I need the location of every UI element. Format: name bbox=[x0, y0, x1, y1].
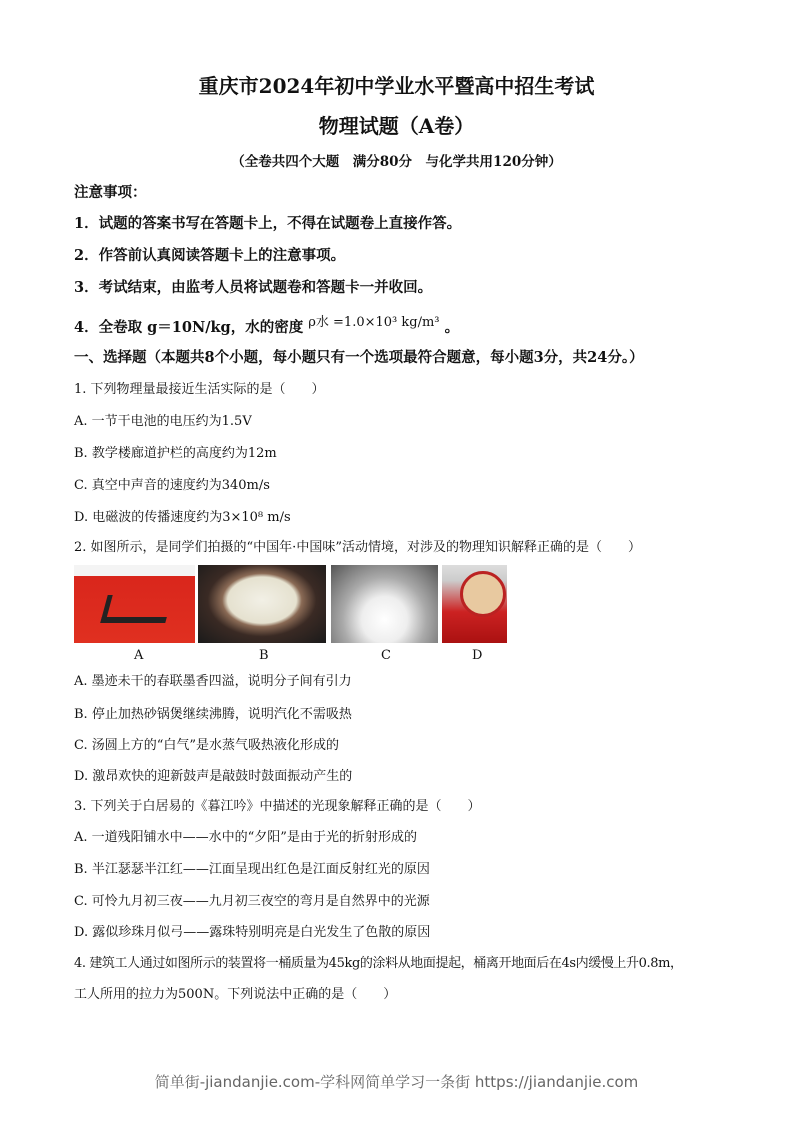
notes-heading: 注意事项： bbox=[74, 184, 147, 201]
question-4-stem-line2: 工人所用的拉力为500N。下列说法中正确的是（ ） bbox=[74, 987, 397, 1002]
question-1-stem: 1. 下列物理量最接近生活实际的是（ ） bbox=[74, 382, 325, 397]
footer-watermark: 简单街-jiandanjie.com-学科网简单学习一条街 https://jiandanjie.com bbox=[154, 1073, 639, 1091]
note-1: 1．试题的答案书写在答题卡上，不得在试题卷上直接作答。 bbox=[74, 215, 462, 232]
note-4-prefix: 4．全卷取 g＝10N/kg，水的密度 bbox=[74, 319, 304, 336]
q3-option-a: A. 一道残阳铺水中——水中的“夕阳”是由于光的折射形成的 bbox=[74, 830, 417, 845]
exam-title: 重庆市2024年初中学业水平暨高中招生考试 bbox=[198, 74, 595, 98]
question-3-stem: 3. 下列关于白居易的《暮江吟》中描述的光现象解释正确的是（ ） bbox=[74, 799, 481, 814]
photo-a-calligraphy bbox=[74, 565, 195, 643]
image-label-b: B bbox=[259, 648, 269, 663]
question-2-stem: 2. 如图所示，是同学们拍摄的“中国年·中国味”活动情境，对涉及的物理知识解释正确的是（ ） bbox=[74, 540, 641, 555]
q2-option-d: D. 激昂欢快的迎新鼓声是敲鼓时鼓面振动产生的 bbox=[74, 769, 353, 784]
photo-d-drum bbox=[442, 565, 507, 643]
image-label-a: A bbox=[134, 648, 144, 663]
section-heading: 一、选择题（本题共8个小题，每小题只有一个选项最符合题意，每小题3分，共24分。） bbox=[74, 349, 644, 366]
note-4 bbox=[74, 316, 459, 337]
image-label-d: D bbox=[472, 648, 483, 663]
exam-subtitle: 物理试题（A卷） bbox=[318, 114, 475, 138]
q3-option-d: D. 露似珍珠月似弓——露珠特别明亮是白光发生了色散的原因 bbox=[74, 925, 431, 940]
question-4-stem-line1: 4. 建筑工人通过如图所示的装置将一桶质量为45kg的涂料从地面提起，桶离开地面后在4s内缓慢上升0.8m， bbox=[74, 956, 683, 971]
photo-c-tangyuan bbox=[331, 565, 438, 643]
q1-option-c: C. 真空中声音的速度约为340m/s bbox=[74, 478, 270, 493]
note-3: 3．考试结束，由监考人员将试题卷和答题卡一并收回。 bbox=[74, 279, 433, 296]
q3-option-b: B. 半江瑟瑟半江红——江面呈现出红色是江面反射红光的原因 bbox=[74, 862, 430, 877]
note-4-suffix: 。 bbox=[444, 319, 460, 336]
q1-option-b: B. 教学楼廊道护栏的高度约为12m bbox=[74, 446, 277, 461]
note-2: 2．作答前认真阅读答题卡上的注意事项。 bbox=[74, 247, 346, 264]
q3-option-c: C. 可怜九月初三夜——九月初三夜空的弯月是自然界中的光源 bbox=[74, 894, 430, 909]
photo-b-claypot bbox=[198, 565, 326, 643]
exam-info: （全卷共四个大题 满分80分 与化学共用120分钟） bbox=[231, 154, 562, 170]
q2-option-c: C. 汤圆上方的“白气”是水蒸气吸热液化形成的 bbox=[74, 738, 340, 753]
image-label-c: C bbox=[381, 648, 391, 663]
q1-option-a: A. 一节干电池的电压约为1.5V bbox=[74, 414, 252, 429]
q2-option-b: B. 停止加热砂锅煲继续沸腾，说明汽化不需吸热 bbox=[74, 707, 352, 722]
q1-option-d: D. 电磁波的传播速度约为3×10⁸ m/s bbox=[74, 510, 291, 525]
q2-option-a: A. 墨迹未干的春联墨香四溢，说明分子间有引力 bbox=[74, 674, 352, 689]
density-formula: ρ水 =1.0×10³ kg/m³ bbox=[308, 315, 440, 330]
